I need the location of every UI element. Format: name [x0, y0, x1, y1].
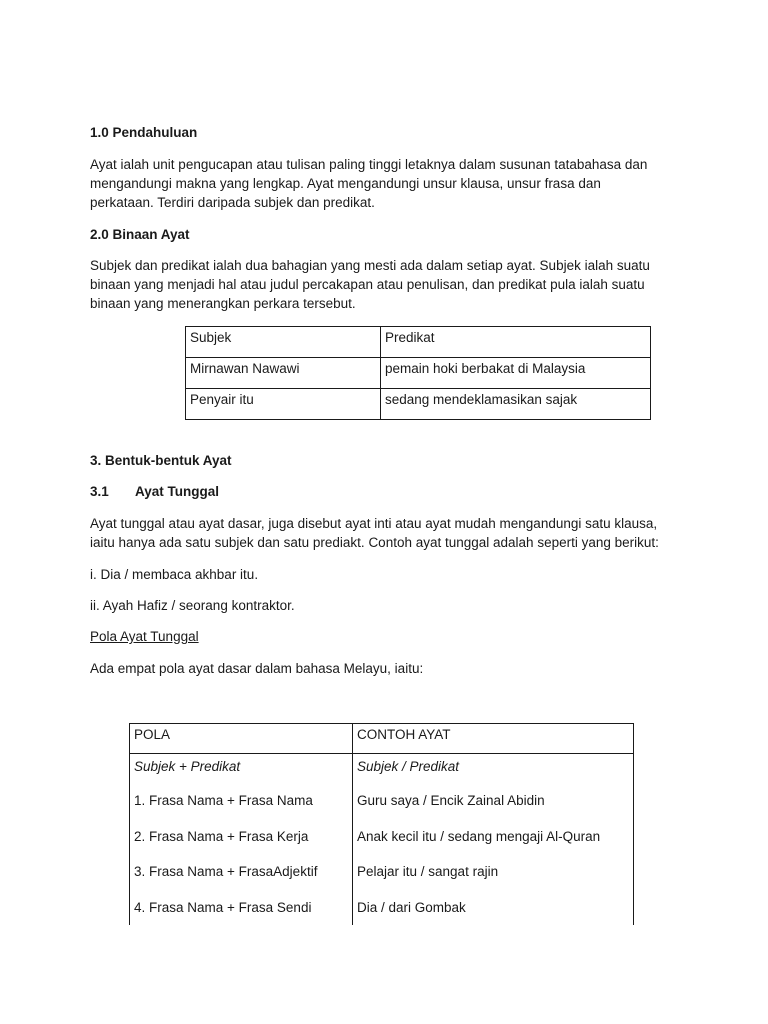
table-row: [130, 823, 634, 859]
heading-pendahuluan: 1.0 Pendahuluan: [90, 125, 198, 140]
table-cell: Mirnawan Nawawi: [186, 358, 381, 389]
table-header-row: [186, 327, 651, 358]
heading-binaan-ayat: 2.0 Binaan Ayat: [90, 227, 190, 242]
table-cell: Anak kecil itu / sedang mengaji Al-Quran: [353, 823, 634, 859]
pola-ayat-tunggal-title: Pola Ayat Tunggal: [90, 629, 199, 644]
table-cell: 4. Frasa Nama + Frasa Sendi: [130, 894, 353, 925]
table-cell: Penyair itu: [186, 389, 381, 420]
table-row: [130, 754, 634, 788]
text-line: mengandungi makna yang lengkap. Ayat mengandungi unsur klausa, unsur frasa dan: [90, 176, 601, 191]
table-cell: 1. Frasa Nama + Frasa Nama: [130, 787, 353, 823]
pola-table: [129, 723, 634, 925]
paragraph-pendahuluan: [90, 155, 680, 212]
text-line: binaan yang menjadi hal atau judul percakapan atau penulisan, dan predikat pula ialah suatu: [90, 277, 645, 292]
text-line: iaitu hanya ada satu subjek dan satu prediakt. Contoh ayat tunggal adalah seperti yang berikut:: [90, 535, 659, 550]
table-cell: Subjek + Predikat: [130, 754, 353, 788]
table-row: [186, 389, 651, 420]
table-cell: 3. Frasa Nama + FrasaAdjektif: [130, 858, 353, 894]
table-cell: Subjek / Predikat: [353, 754, 634, 788]
table-row: [130, 787, 634, 823]
paragraph-ayat-tunggal: [90, 514, 680, 552]
example-1: i. Dia / membaca akhbar itu.: [90, 567, 259, 582]
table-header-cell: Predikat: [381, 327, 651, 358]
table-cell: Guru saya / Encik Zainal Abidin: [353, 787, 634, 823]
heading-bentuk-ayat: 3. Bentuk-bentuk Ayat: [90, 453, 232, 468]
subjek-predikat-table: [185, 326, 651, 420]
subheading-ayat-tunggal: Ayat Tunggal: [135, 484, 219, 499]
table-header-cell: CONTOH AYAT: [353, 724, 634, 754]
subheading-number: 3.1: [90, 484, 109, 499]
table-row: [130, 894, 634, 925]
table-row: [130, 858, 634, 894]
example-2: ii. Ayah Hafiz / seorang kontraktor.: [90, 598, 295, 613]
table-header-row: [130, 724, 634, 754]
pola-intro: Ada empat pola ayat dasar dalam bahasa Melayu, iaitu:: [90, 661, 424, 676]
text-line: Ayat ialah unit pengucapan atau tulisan paling tinggi letaknya dalam susunan tatabahasa dan: [90, 157, 648, 172]
text-line: Subjek dan predikat ialah dua bahagian yang mesti ada dalam setiap ayat. Subjek ialah suatu: [90, 258, 650, 273]
text-line: perkataan. Terdiri daripada subjek dan predikat.: [90, 195, 375, 210]
table-header-cell: Subjek: [186, 327, 381, 358]
table-cell: Pelajar itu / sangat rajin: [353, 858, 634, 894]
table-cell: 2. Frasa Nama + Frasa Kerja: [130, 823, 353, 859]
table-cell: pemain hoki berbakat di Malaysia: [381, 358, 651, 389]
text-line: binaan yang menerangkan perkara tersebut.: [90, 296, 356, 311]
table-header-cell: POLA: [130, 724, 353, 754]
paragraph-binaan-ayat: [90, 256, 680, 313]
text-line: Ayat tunggal atau ayat dasar, juga disebut ayat inti atau ayat mudah mengandungi satu klausa,: [90, 516, 658, 531]
table-cell: sedang mendeklamasikan sajak: [381, 389, 651, 420]
table-cell: Dia / dari Gombak: [353, 894, 634, 925]
table-row: [186, 358, 651, 389]
